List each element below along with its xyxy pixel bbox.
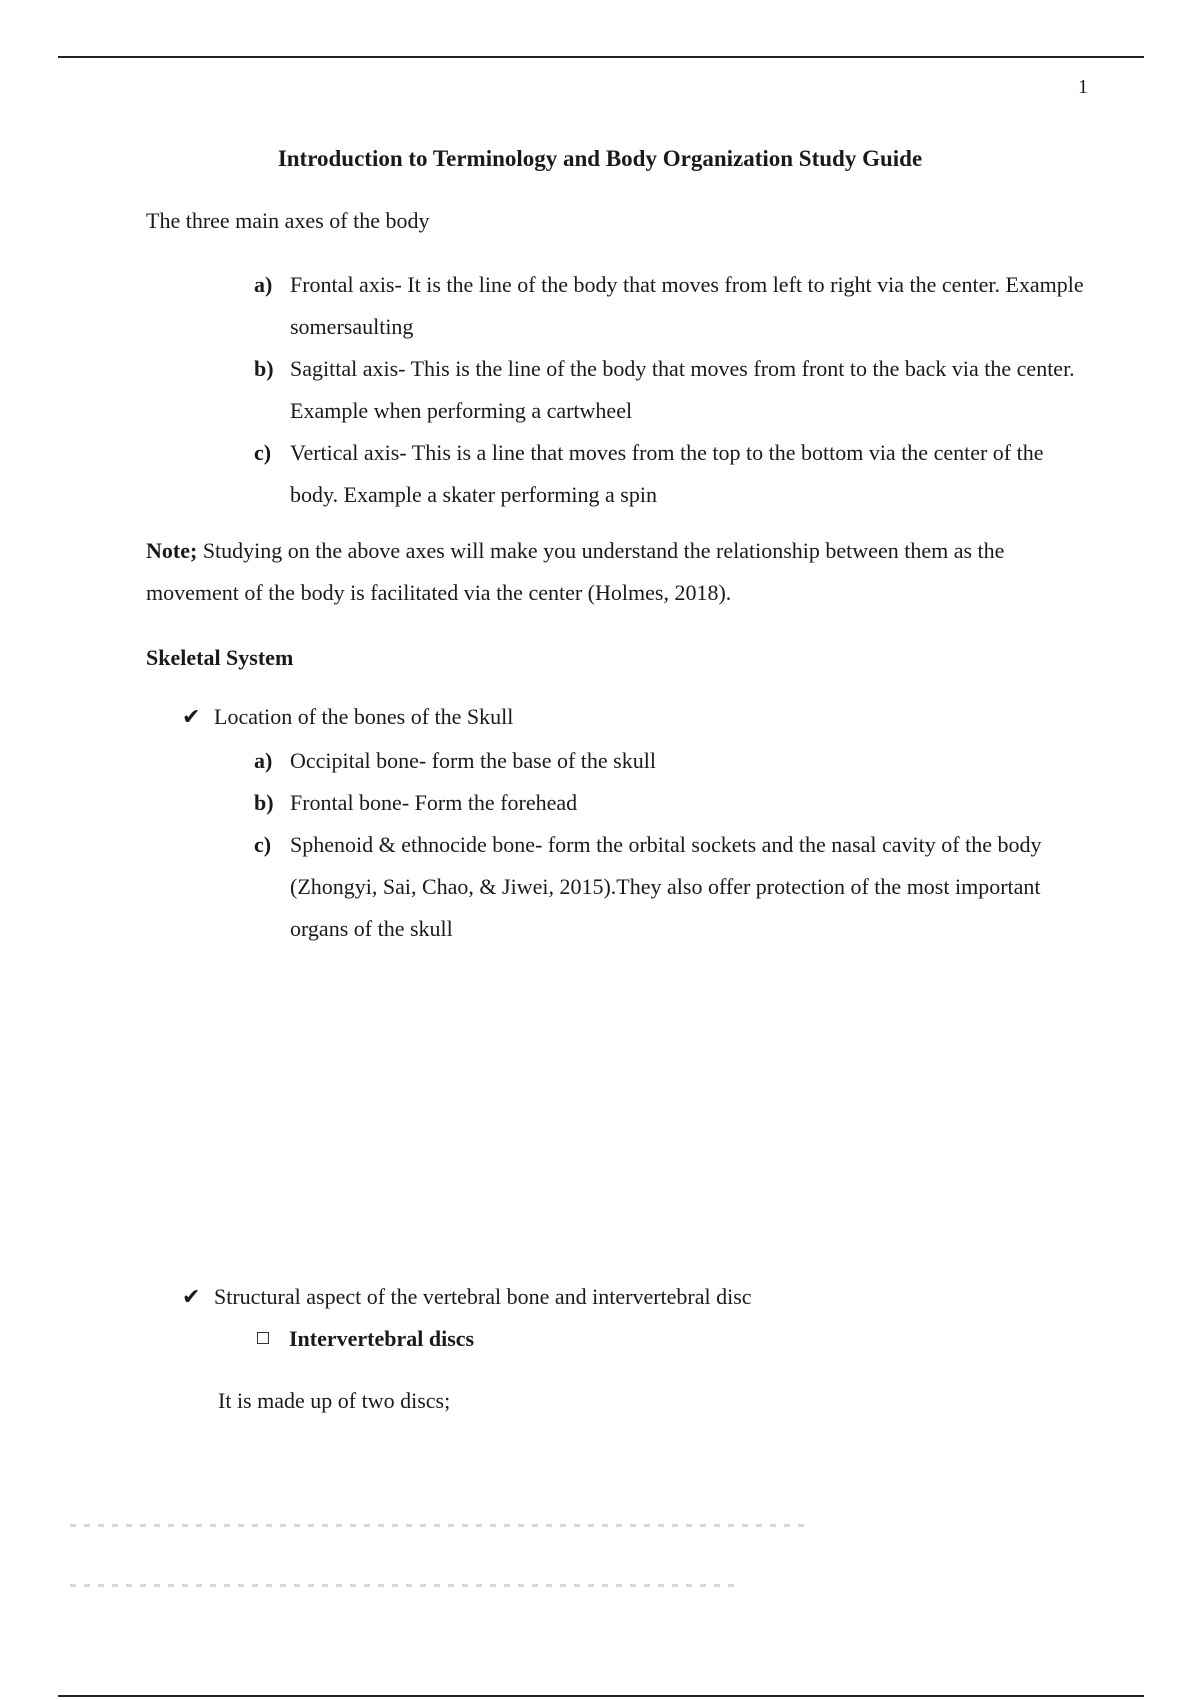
list-marker: c) [254,440,272,465]
checkmark-icon: ✔ [182,1284,201,1309]
intro-text: The three main axes of the body [146,208,430,233]
list-marker: b) [254,790,274,815]
checkmark-icon: ✔ [182,704,201,729]
square-bullet-icon [257,1332,269,1344]
list-item [254,782,1094,824]
checklist-item-text: Structural aspect of the vertebral bone and intervertebral disc [214,1284,752,1309]
page-number: 1 [1078,76,1088,98]
list-item-text: Frontal bone- Form the forehead [290,790,578,815]
list-item-text: Frontal axis- It is the line of the body that moves from left to right via the center. Example somersaulting [290,272,1084,339]
footer-rule [58,1695,1144,1697]
list-marker: c) [254,832,272,857]
list-marker: a) [254,748,273,773]
sub-item-text: Intervertebral discs [289,1326,475,1351]
list-item [254,740,1094,782]
list-item-text: Occipital bone- form the base of the skull [290,748,656,773]
checklist-item [182,704,513,730]
document-title: Introduction to Terminology and Body Organization Study Guide [277,146,923,171]
faded-text-line [70,1524,810,1527]
axes-list [254,264,1094,516]
list-item-text: Sphenoid & ethnocide bone- form the orbital sockets and the nasal cavity of the body (Zhongyi, Sai, Chao, & Jiwei, 2015).They also offer protection of the most important organs of the skull [290,832,1042,941]
note-paragraph [146,530,1086,614]
faded-text-line [70,1584,740,1587]
list-item-text: Sagittal axis- This is the line of the body that moves from front to the back via the center. Example when performing a cartwheel [290,356,1075,423]
note-text: Studying on the above axes will make you understand the relationship between them as the movement of the body is facilitated via the center (Holmes, 2018). [146,538,1005,605]
section-heading: Skeletal System [146,645,294,670]
bones-list [254,740,1094,950]
list-item [254,348,1094,432]
note-label: Note; [146,538,198,563]
sub-item [257,1326,474,1352]
checklist-item-text: Location of the bones of the Skull [214,704,514,729]
list-item [254,824,1094,950]
list-item-text: Vertical axis- This is a line that moves from the top to the bottom via the center of the body. Example a skater performing a spin [290,440,1044,507]
list-marker: b) [254,356,274,381]
closing-text: It is made up of two discs; [218,1388,451,1413]
checklist-item [182,1284,752,1310]
list-item [254,264,1094,348]
list-item [254,432,1094,516]
header-rule [58,56,1144,58]
list-marker: a) [254,272,273,297]
